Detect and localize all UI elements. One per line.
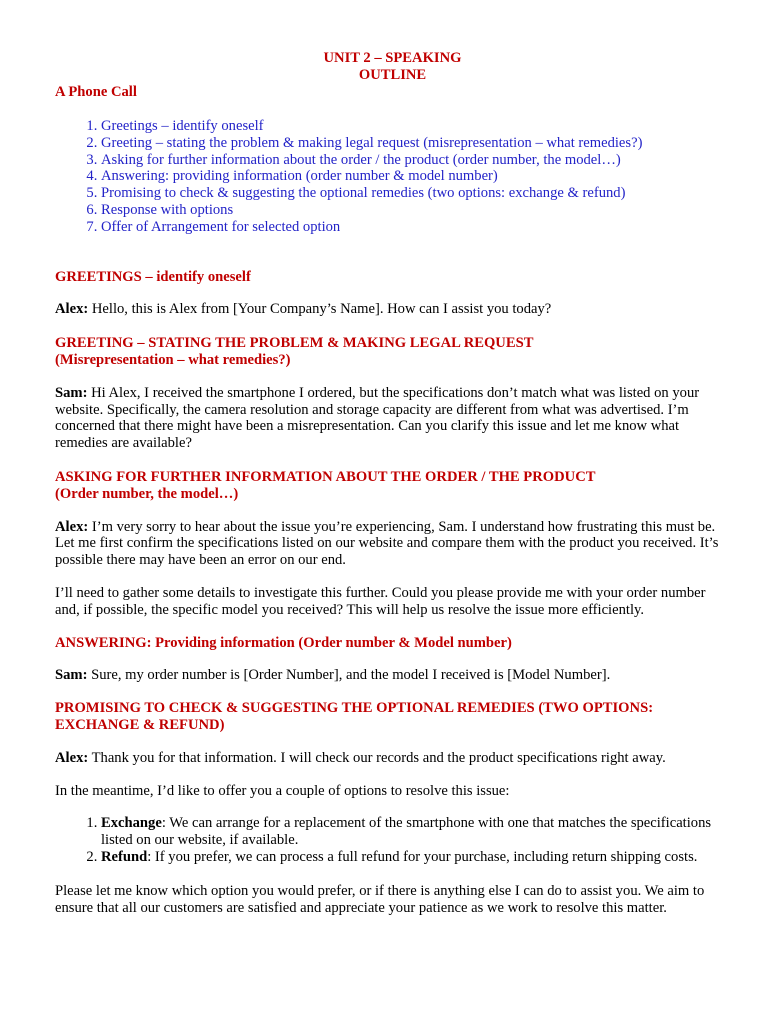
dialogue-sam-problem — [55, 385, 730, 452]
dialogue-text: Hi Alex, I received the smartphone I ordered, but the specifications don’t match what was listed on your website. Specifically, the camera resolution and storage capacity are different from what was advertised. I’m concerned that there might have been a misrepresentation. Can you clarify this issue and let me know what remedies are available? — [55, 384, 700, 452]
outline-list — [55, 118, 730, 236]
dialogue-text: Sure, my order number is [Order Number], and the model I received is [Model Number]. — [87, 667, 611, 684]
option-text: : If you prefer, we can process a full refund for your purchase, including return shipping costs. — [147, 848, 698, 865]
dialogue-alex-greeting — [55, 301, 730, 318]
outline-item: 4. Answering: providing information (order number & model number) — [101, 168, 730, 185]
option-text: : We can arrange for a replacement of the smartphone with one that matches the specifications listed on our website, if available. — [101, 815, 712, 849]
option-label: Refund — [101, 848, 148, 865]
speaker-label: Alex: — [55, 301, 89, 318]
speaker-label: Alex: — [55, 749, 89, 766]
outline-item: 6. Response with options — [101, 202, 730, 219]
dialogue-text: Thank you for that information. I will check our records and the product specifications right away. — [88, 749, 666, 766]
outline-item: 5. Promising to check & suggesting the optional remedies (two options: exchange & refund) — [101, 185, 730, 202]
option-label: Exchange — [101, 815, 162, 832]
remedy-options-list — [55, 815, 730, 865]
section-heading-greetings: GREETINGS – identify oneself — [55, 268, 251, 285]
speaker-label: Sam: — [55, 384, 88, 401]
remedy-option-exchange — [101, 815, 730, 849]
dialogue-alex-closing: Please let me know which option you would prefer, or if there is anything else I can do to assist you. We aim to ensure that all our customers are satisfied and appreciate your patience as we work to resolve this matter. — [55, 882, 705, 916]
dialogue-alex-options-intro: In the meantime, I’d like to offer you a couple of options to resolve this issue: — [55, 782, 510, 799]
dialogue-text: I’m very sorry to hear about the issue you’re experiencing, Sam. I understand how frustrating this must be. Let me first confirm the specifications listed on our website and compare them with the product you received. It’s possible there may have been an error on our end. — [55, 518, 719, 569]
dialogue-text: Hello, this is Alex from [Your Company’s Name]. How can I assist you today? — [88, 301, 552, 318]
section-subheading-remedies: EXCHANGE & REFUND) — [55, 716, 225, 733]
remedy-option-refund — [101, 849, 730, 866]
outline-item: 3. Asking for further information about the order / the product (order number, the model…) — [101, 152, 730, 169]
section-heading-problem: GREETING – STATING THE PROBLEM & MAKING LEGAL REQUEST — [55, 335, 534, 352]
speaker-label: Alex: — [55, 518, 89, 535]
outline-item: 1. Greetings – identify oneself — [101, 118, 730, 135]
speaker-label: Sam: — [55, 667, 88, 684]
page-title: UNIT 2 – SPEAKING — [323, 50, 462, 66]
dialogue-alex-check — [55, 750, 730, 767]
section-subheading-problem: (Misrepresentation – what remedies?) — [55, 351, 291, 368]
phone-call-heading: A Phone Call — [55, 84, 137, 100]
section-subheading-further-info: (Order number, the model…) — [55, 485, 239, 502]
dialogue-sam-answer — [55, 667, 730, 684]
section-heading-remedies: PROMISING TO CHECK & SUGGESTING THE OPTIONAL REMEDIES (TWO OPTIONS: — [55, 700, 654, 717]
dialogue-alex-request-details: I’ll need to gather some details to investigate this further. Could you please provide me with your order number and, if possible, the specific model you received? This will help us resolve the issue more efficiently. — [55, 584, 706, 618]
page-subtitle-outline: OUTLINE — [358, 67, 427, 83]
outline-item: 7. Offer of Arrangement for selected option — [101, 219, 730, 236]
section-heading-further-info: ASKING FOR FURTHER INFORMATION ABOUT THE ORDER / THE PRODUCT — [55, 468, 596, 485]
dialogue-alex-apology — [55, 519, 730, 569]
section-heading-answering: ANSWERING: Providing information (Order number & Model number) — [55, 634, 512, 651]
outline-item: 2. Greeting – stating the problem & making legal request (misrepresentation – what remedies?) — [101, 135, 730, 152]
